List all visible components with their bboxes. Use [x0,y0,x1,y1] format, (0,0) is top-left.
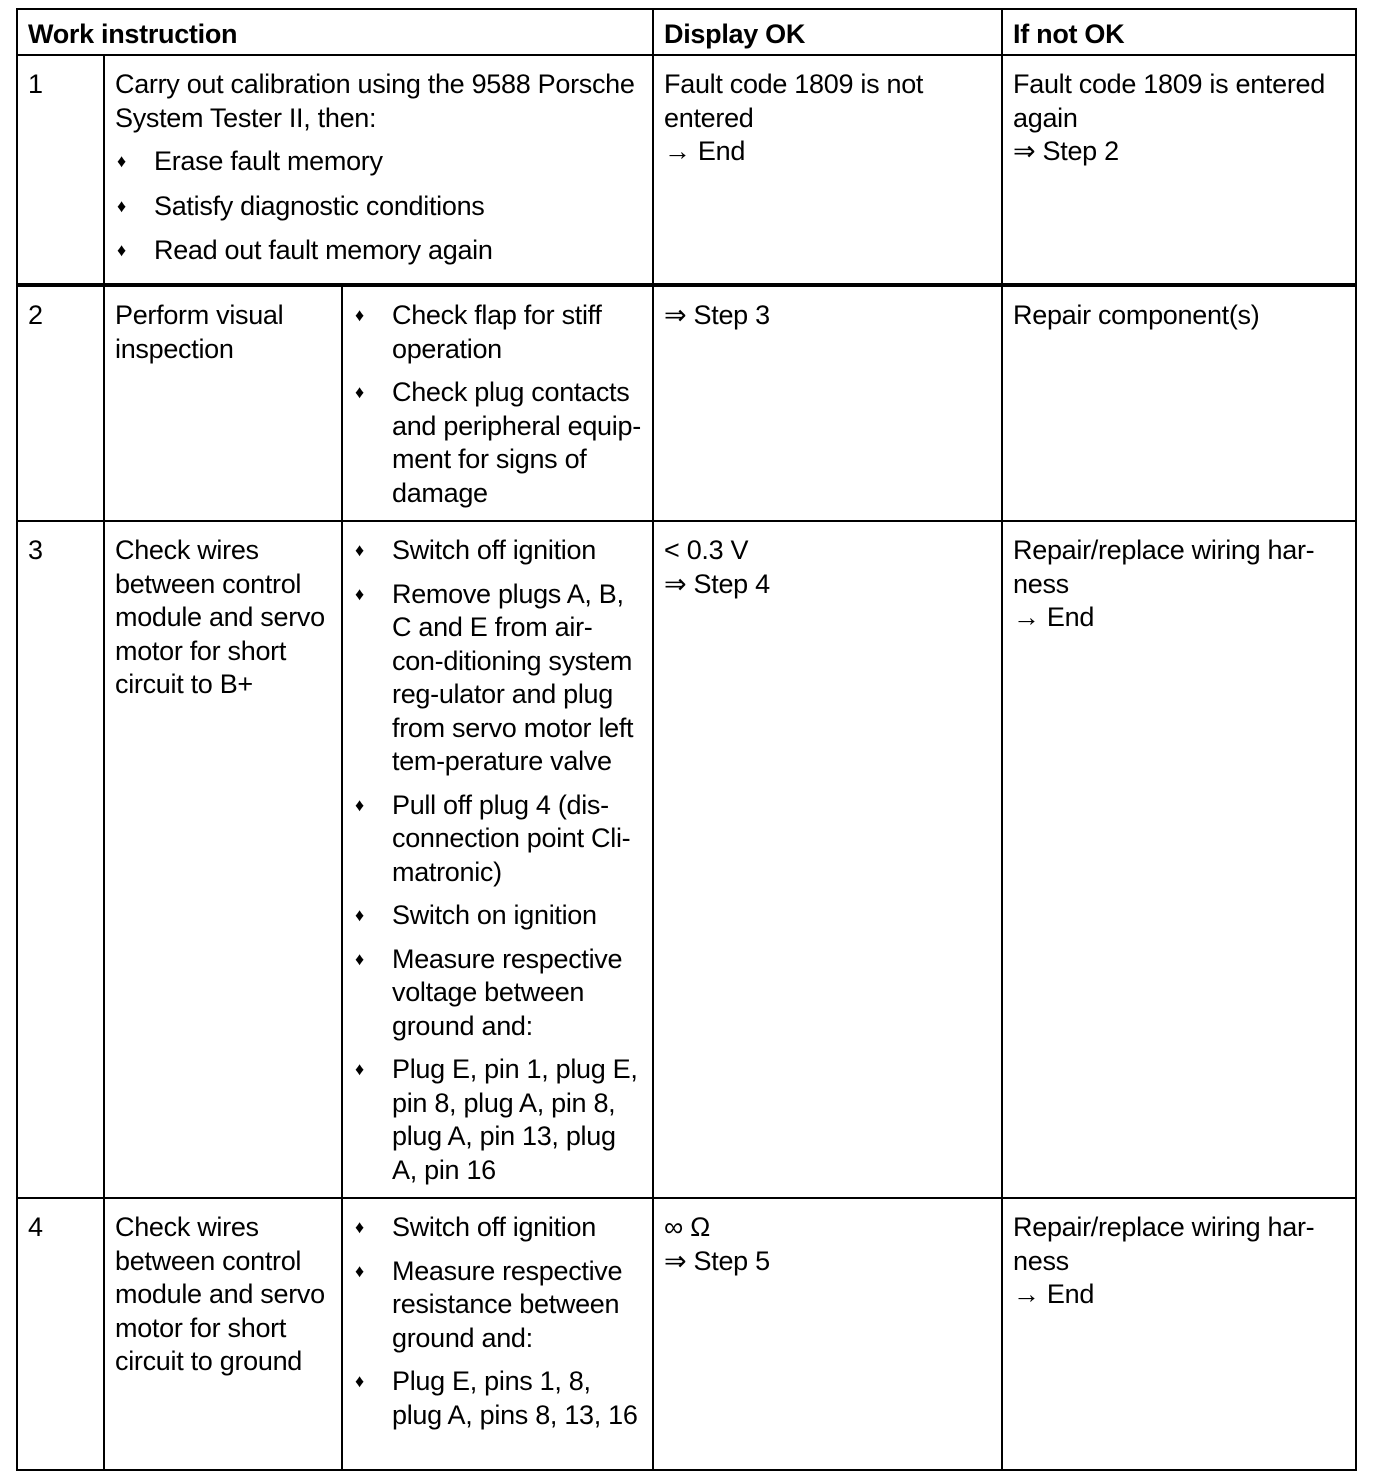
diamond-bullet-icon: ♦ [355,794,364,815]
step-number: 4 [17,1198,104,1470]
if-not-ok-result: → End [1013,602,1095,632]
actions-cell [342,521,653,1198]
display-ok-result: ⇒ Step 5 [664,1245,770,1276]
diamond-bullet-icon: ♦ [117,240,126,260]
diamond-bullet-icon: ♦ [355,948,364,969]
diamond-bullet-icon: ♦ [355,1260,364,1281]
instruction-cell: Check wires between control module and servo motor for short circuit to ground [104,1198,342,1470]
instruction-text: Carry out calibration using the 9588 Porsche System Tester II, then: [115,69,635,133]
list-item: ♦ Switch off ignition [353,534,642,568]
list-item: ♦ Erase fault memory [115,145,642,179]
header-display-ok: Display OK [653,9,1002,55]
bullet-list [353,534,642,1187]
if-not-ok-text: Fault code 1809 is entered again [1013,69,1325,133]
list-item: ♦ Satisfy diagnostic conditions [115,190,642,224]
list-item: ♦ Plug E, pins 1, 8, plug A, pins 8, 13, 16 [355,1366,638,1430]
if-not-ok-cell [1002,285,1356,521]
diamond-bullet-icon: ♦ [355,583,364,604]
display-ok-value: ∞ Ω [664,1212,711,1242]
display-ok-cell [653,521,1002,1198]
if-not-ok-result: ⇒ Step 2 [1013,136,1119,166]
table-row [17,521,1356,1198]
header-if-not-ok: If not OK [1002,9,1356,55]
step-number: 3 [17,521,104,1198]
instruction-cell: Perform visual inspection [104,285,342,521]
table-row [17,285,1356,521]
table-header-row [17,9,1356,55]
bullet-list [353,1211,642,1432]
instruction-cell: Check wires between control module and servo motor for short circuit to B+ [104,521,342,1198]
display-ok-text: Fault code 1809 is not entered [664,69,924,133]
display-ok-result: → End [664,136,746,166]
step-number: 2 [17,285,104,521]
diamond-bullet-icon: ♦ [355,382,364,402]
list-item: ♦ Pull off plug 4 (dis-connection point Cli-matronic) [355,789,631,887]
actions-cell [342,1198,653,1470]
display-ok-result: ⇒ Step 3 [664,300,770,330]
actions-cell [342,285,653,521]
if-not-ok-text: Repair/replace wiring har-ness [1013,1212,1315,1276]
diamond-bullet-icon: ♦ [355,1059,364,1079]
list-item: ♦ Check flap for stiff operation [355,300,602,364]
list-item: ♦ Remove plugs A, B, C and E from air-con-ditioning system reg-ulator and plug from servo motor left tem-perature valve [355,578,634,776]
if-not-ok-cell [1002,521,1356,1198]
if-not-ok-result: → End [1013,1279,1095,1309]
display-ok-cell [653,285,1002,521]
table-row [17,1198,1356,1470]
header-work-instruction: Work instruction [17,9,653,55]
bullet-list [353,299,642,510]
list-item: ♦ Read out fault memory again [115,234,642,268]
instruction-cell [104,55,653,285]
list-item: ♦ Check plug contacts and peripheral equip-ment for signs of damage [355,377,641,508]
table-row [17,55,1356,285]
if-not-ok-cell [1002,55,1356,285]
diamond-bullet-icon: ♦ [355,540,364,560]
diamond-bullet-icon: ♦ [117,151,126,171]
document-page [16,8,1357,1471]
display-ok-value: < 0.3 V [664,535,749,565]
diamond-bullet-icon: ♦ [355,305,364,325]
diamond-bullet-icon: ♦ [355,905,364,925]
bullet-list [115,145,642,268]
diamond-bullet-icon: ♦ [117,195,126,216]
display-ok-cell [653,55,1002,285]
list-item: ♦ Switch on ignition [353,899,642,933]
diamond-bullet-icon: ♦ [355,1371,364,1391]
list-item: ♦ Plug E, pin 1, plug E, pin 8, plug A, pin 8, plug A, pin 13, plug A, pin 16 [355,1054,638,1185]
display-ok-cell [653,1198,1002,1470]
display-ok-result: ⇒ Step 4 [664,568,770,599]
list-item: ♦ Measure respective voltage between ground and: [355,943,623,1041]
if-not-ok-cell [1002,1198,1356,1470]
work-instruction-table [16,8,1357,1471]
step-number: 1 [17,55,104,285]
diamond-bullet-icon: ♦ [355,1217,364,1237]
list-item: ♦ Switch off ignition [353,1211,642,1245]
list-item: ♦ Measure respective resistance between ground and: [355,1255,623,1353]
if-not-ok-text: Repair component(s) [1013,300,1260,330]
if-not-ok-text: Repair/replace wiring har-ness [1013,535,1315,599]
